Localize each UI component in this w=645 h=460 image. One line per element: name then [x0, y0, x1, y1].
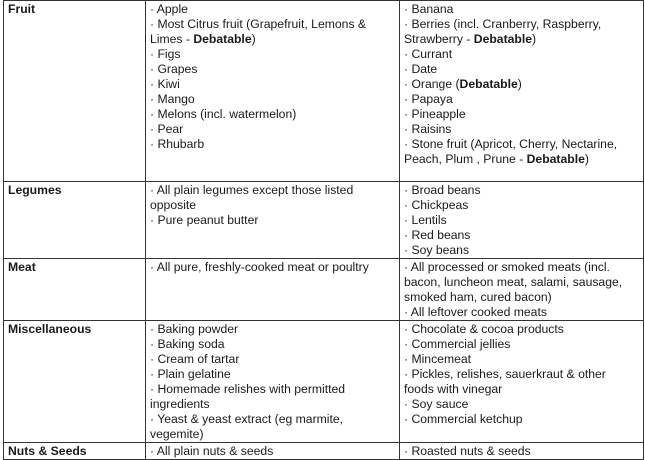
list-item: · Baking powder: [150, 322, 239, 336]
list-item: · Kiwi: [150, 77, 180, 91]
list-item: · Banana: [404, 2, 454, 16]
category-cell: Miscellaneous: [4, 321, 146, 443]
allowed-cell: [146, 321, 400, 443]
list-item: · Figs: [150, 47, 181, 61]
list-item: · All plain nuts & seeds: [150, 444, 274, 458]
list-item: · Orange (Debatable): [404, 77, 522, 91]
list-item: · All processed or smoked meats (incl. bacon, luncheon meat, salami, sausage, smoked ham, cured bacon): [404, 260, 623, 304]
category-cell: Fruit: [4, 1, 146, 182]
category-cell: Meat: [4, 259, 146, 321]
table-row-legumes: [4, 182, 644, 259]
list-item: · Chocolate & cocoa products: [404, 322, 564, 336]
list-item: · Roasted nuts & seeds: [404, 444, 531, 458]
list-item: · All pure, freshly-cooked meat or poultry: [150, 260, 369, 274]
list-item: · Rhubarb: [150, 137, 205, 151]
allowed-cell: [146, 443, 400, 460]
list-item: · Yeast & yeast extract (eg marmite, vegemite): [150, 412, 344, 441]
avoid-cell: [400, 259, 644, 321]
category-cell: Nuts & Seeds: [4, 443, 146, 460]
list-item: · Berries (incl. Cranberry, Raspberry, Strawberry - Debatable): [404, 17, 602, 46]
debatable-label: Debatable: [473, 32, 533, 46]
table-row-nuts-seeds: [4, 443, 644, 460]
list-item: · Red beans: [404, 228, 471, 242]
list-item: · Commercial ketchup: [404, 412, 523, 426]
avoid-cell: [400, 321, 644, 443]
list-item: · Stone fruit (Apricot, Cherry, Nectarine, Peach, Plum , Prune - Debatable): [404, 137, 618, 166]
category-cell: Legumes: [4, 182, 146, 259]
list-item: · Cream of tartar: [150, 352, 240, 366]
avoid-cell: [400, 182, 644, 259]
list-item: · Chickpeas: [404, 198, 469, 212]
list-item: · All leftover cooked meats: [404, 305, 547, 319]
list-item: · Lentils: [404, 213, 447, 227]
table-row-fruit: [4, 1, 644, 182]
debatable-label: Debatable: [526, 152, 585, 166]
allowed-cell: [146, 259, 400, 321]
avoid-cell: [400, 1, 644, 182]
list-item: · Date: [404, 62, 438, 76]
list-item: · Homemade relishes with permitted ingredients: [150, 382, 346, 411]
table-row-miscellaneous: [4, 321, 644, 443]
list-item: · Pineapple: [404, 107, 466, 121]
list-item: · Most Citrus fruit (Grapefruit, Lemons & Limes - Debatable): [150, 17, 367, 46]
debatable-label: Debatable: [459, 77, 518, 91]
list-item: · Mango: [150, 92, 195, 106]
list-item: · Mincemeat: [404, 352, 472, 366]
list-item: · Pure peanut butter: [150, 213, 259, 227]
list-item: · Baking soda: [150, 337, 225, 351]
list-item: · All plain legumes except those listed opposite: [150, 183, 354, 212]
list-item: · Commercial jellies: [404, 337, 511, 351]
list-item: · Apple: [150, 2, 188, 16]
list-item: · Soy sauce: [404, 397, 469, 411]
list-item: · Grapes: [150, 62, 198, 76]
table-row-meat: [4, 259, 644, 321]
allowed-cell: [146, 182, 400, 259]
allowed-cell: [146, 1, 400, 182]
list-item: · Raisins: [404, 122, 452, 136]
list-item: · Currant: [404, 47, 453, 61]
list-item: · Soy beans: [404, 243, 470, 257]
avoid-cell: [400, 443, 644, 460]
list-item: · Plain gelatine: [150, 367, 231, 381]
list-item: · Pear: [150, 122, 184, 136]
food-table: [3, 0, 644, 460]
debatable-label: Debatable: [193, 32, 252, 46]
list-item: · Papaya: [404, 92, 453, 106]
list-item: · Melons (incl. watermelon): [150, 107, 297, 121]
list-item: · Broad beans: [404, 183, 481, 197]
list-item: · Pickles, relishes, sauerkraut & other foods with vinegar: [404, 367, 606, 396]
